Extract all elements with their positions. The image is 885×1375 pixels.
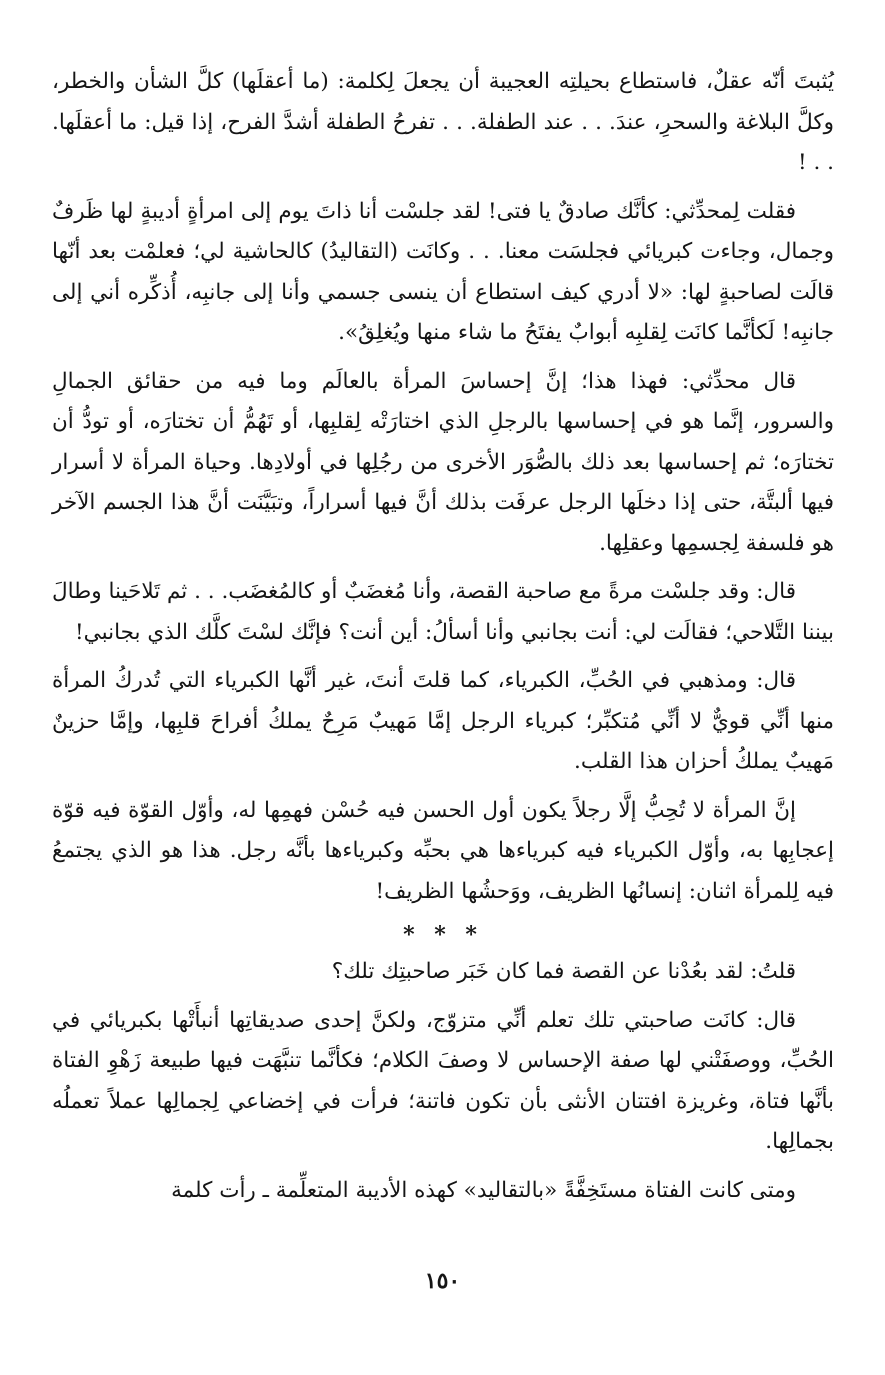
paragraph-5: قال: ومذهبي في الحُبِّ، الكبرياء، كما قلتَ أنتَ، غير أنَّها الكبرياء التي تُدركُ المرأة منها أنِّي قويٌّ لا أنِّي مُتكبِّر؛ كبرياء الرجل إمَّا مَهيبٌ مَرِحٌ يملكُ أفراحَ قلبِها، وإمَّا حزينٌ مَهيبٌ يملكُ أحزان هذا القلب. bbox=[52, 668, 834, 774]
paragraph-3: قال محدِّثي: فهذا هذا؛ إنَّ إحساسَ المرأة بالعالَم وما فيه من حقائق الجمالِ والسرور، إنَّما هو في إحساسها بالرجلِ الذي اختارَتْه لِقلبِها، أو تَهُمُّ أن تختارَه، أو تودُّ أن تختارَه؛ ثم إحساسها بعد ذلك بالصُّوَر الأخرى من رجُلِها في أولادِها. وحياة المرأة لا أسرار فيها ألبتَّة، حتى إذا دخلَها الرجل عرفَت بذلك أنَّ فيها أسراراً، وتبَيَّنَت أنَّ هذا الجسم الآخر هو فلسفة لِجسمِها وعقلِها. bbox=[52, 368, 834, 556]
paragraph-4: قال: وقد جلسْت مرةً مع صاحبة القصة، وأنا مُغضَبٌ أو كالمُغضَب. . . ثم تَلاحَينا وطالَ بيننا التَّلاحي؛ فقالَت لي: أنت بجانبي وأنا أسألُ: أين أنت؟ فإنَّك لسْتَ كلَّك الذي بجانبي! bbox=[52, 579, 834, 645]
body-text bbox=[52, 62, 834, 1219]
paragraph-9: ومتى كانت الفتاة مستَخِفَّةً «بالتقاليد» كهذه الأديبة المتعلِّمة ـ رأت كلمة bbox=[171, 1177, 796, 1203]
paragraph-6: إنَّ المرأة لا تُحِبُّ إلَّا رجلاً يكون أول الحسن فيه حُسْن فهمِها له، وأوّل القوّة فيه قوّة إعجابِها به، وأوّل الكبرياء فيه كبرياءها هي بحبِّه وكبرياءها بأنَّه رجل. هذا هو الذي يجتمعُ فيه لِلمرأة اثنان: إنسانُها الظريف، ووَحشُها الظريف! bbox=[52, 797, 834, 904]
page-number: ١٥٠ bbox=[424, 1268, 461, 1294]
section-separator: * * * bbox=[403, 922, 483, 948]
paragraph-7: قلتُ: لقد بعُدْنا عن القصة فما كان خَبَر صاحبتِك تلك؟ bbox=[331, 959, 796, 984]
paragraph-1: يُثبتَ أنّه عقلٌ، فاستطاع بحيلتِه العجيبة أن يجعلَ لِكلمة: (ما أعقلَها) كلَّ الشأن والخطر، وكلَّ البلاغة والسحرِ، عندَ. . . عند الطفلة. . . تفرحُ الطفلة أشدَّ الفرح، إذا قيل: ما أعقلَها. . . ! bbox=[52, 69, 834, 175]
paragraph-8: قال: كانَت صاحبتي تلك تعلم أنِّي متزوّج، ولكنَّ إحدى صديقاتِها أنبأَتْها بكبريائي في الحُبِّ، ووصفَتْني لها صفة الإحساس لا وصفَ الكلام؛ فكأنَّما تنبَّهَت فيها طبيعة زَهْوِ الفتاة بأنَّها فتاة، وغريزة افتتان الأنثى بأن تكون فاتنة؛ فرأت في إخضاعي لِجمالِها عملاً تعملُه بجمالِها. bbox=[52, 1007, 834, 1154]
paragraph-2: فقلت لِمحدِّثي: كأنَّك صادقٌ يا فتى! لقد جلسْت أنا ذاتَ يوم إلى امرأةٍ أديبةٍ لها ظَرفٌ وجمال، وجاءت كبريائي فجلسَت معنا. . . وكانَت (التقاليدُ) كالحاشية لي؛ فعلمْت بعد أنّها قالَت لصاحبةٍ لها: «لا أدري كيف استطاع أن ينسى جسمي وأنا إلى جانبِه، أُذكِّره أني إلى جانبِه! لَكأنَّما كانَت لِقلبِه أبوابٌ يفتَحُ ما شاء منها ويُغلِقُ». bbox=[52, 198, 834, 345]
